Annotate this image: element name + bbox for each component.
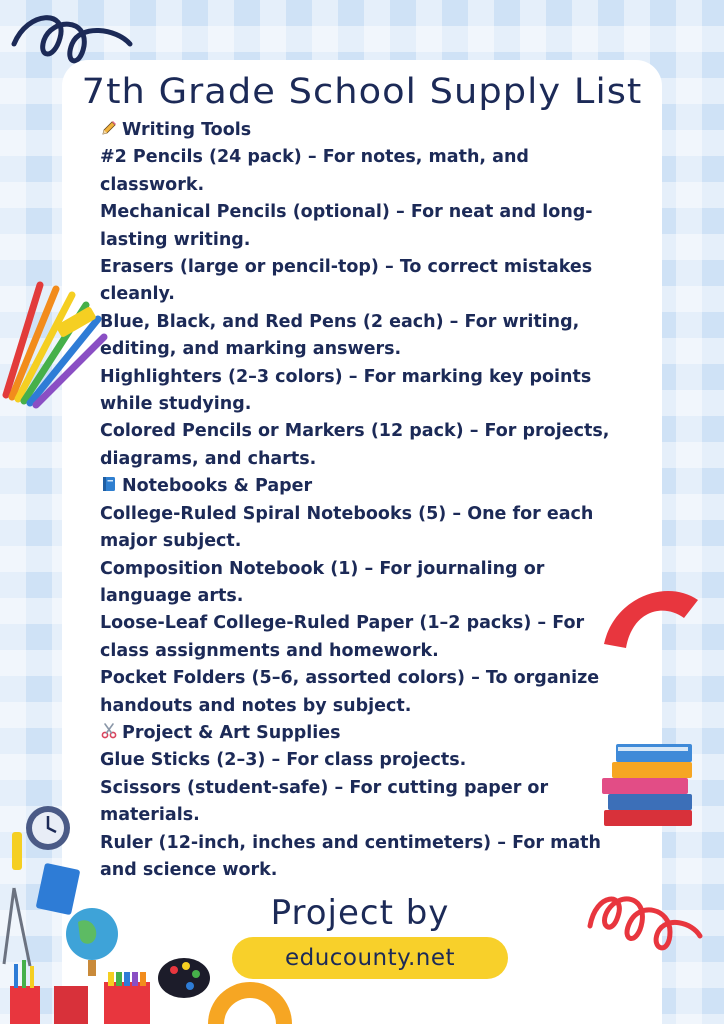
red-arc-decoration — [596, 578, 706, 658]
section-heading-writing-tools: Writing Tools — [100, 117, 630, 144]
swirl-decoration — [586, 886, 706, 966]
page-title: 7th Grade School Supply List — [81, 72, 643, 112]
list-item: College-Ruled Spiral Notebooks (5) – One for each major subject. — [100, 503, 594, 552]
scissors-icon — [100, 722, 118, 740]
website-badge: educounty.net — [232, 937, 508, 979]
list-item: Blue, Black, and Red Pens (2 each) – For writing, editing, and marking answers. — [100, 311, 580, 360]
list-item: Highlighters (2–3 colors) – For marking key points while studying. — [100, 366, 592, 415]
list-item: #2 Pencils (24 pack) – For notes, math, and classwork. — [100, 147, 529, 195]
pencil-icon — [100, 119, 118, 137]
section-heading-notebooks-paper: Notebooks & Paper — [100, 473, 630, 500]
list-item: Colored Pencils or Markers (12 pack) – For projects, diagrams, and charts. — [100, 421, 610, 469]
list-item: Scissors (student-safe) – For cutting paper or materials. — [100, 777, 549, 826]
list-item: Ruler (12-inch, inches and centimeters) – For math and science work. — [100, 832, 601, 880]
project-by-label: Project by — [270, 893, 450, 933]
section-heading-project-art: Project & Art Supplies — [100, 720, 630, 747]
list-item: Composition Notebook (1) – For journaling or language arts. — [100, 558, 545, 606]
list-item: Glue Sticks (2–3) – For class projects. — [100, 750, 467, 771]
supply-list — [100, 117, 630, 884]
list-item: Mechanical Pencils (optional) – For neat and long-lasting writing. — [100, 202, 593, 250]
list-item: Erasers (large or pencil-top) – To correct mistakes cleanly. — [100, 257, 593, 305]
list-item: Pocket Folders (5–6, assorted colors) – To organize handouts and notes by subject. — [100, 668, 600, 716]
colored-pencils-illustration — [0, 275, 110, 410]
book-icon — [100, 475, 118, 493]
books-stack-illustration — [598, 738, 698, 830]
list-item: Loose-Leaf College-Ruled Paper (1–2 packs) – For class assignments and homework. — [100, 613, 585, 661]
